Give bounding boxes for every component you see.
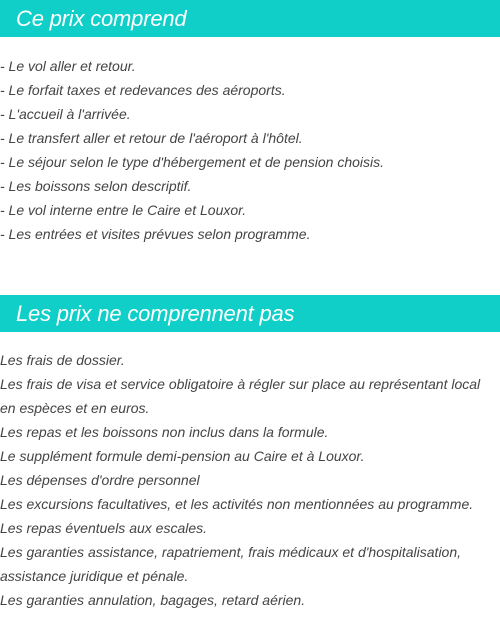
list-item: - Le vol interne entre le Caire et Louxor. [0, 202, 247, 218]
list-item: - Le forfait taxes et redevances des aéroports. [0, 82, 286, 98]
list-item: - Le séjour selon le type d'hébergement et de pension choisis. [0, 154, 385, 170]
list-item: - Le vol aller et retour. [0, 58, 136, 74]
list-item: - Les entrées et visites prévues selon programme. [0, 226, 311, 242]
list-item: Les repas et les boissons non inclus dans la formule. [0, 424, 329, 440]
included-list [0, 54, 500, 246]
list-item: - Les boissons selon descriptif. [0, 178, 192, 194]
list-item: Les dépenses d'ordre personnel [0, 472, 200, 488]
excluded-section-title: Les prix ne comprennent pas [0, 295, 500, 332]
list-item: Les garanties annulation, bagages, retard aérien. [0, 592, 306, 608]
list-item: Les excursions facultatives, et les activités non mentionnées au programme. [0, 496, 474, 512]
list-item: Les garanties assistance, rapatriement, frais médicaux et d'hospitalisation, assistance juridique et pénale. [0, 544, 462, 584]
list-item: Les frais de visa et service obligatoire à régler sur place au représentant local en espèces et en euros. [0, 376, 481, 416]
list-item: - Le transfert aller et retour de l'aéroport à l'hôtel. [0, 130, 303, 146]
excluded-list [0, 348, 500, 612]
list-item: Les repas éventuels aux escales. [0, 520, 208, 536]
list-item: Le supplément formule demi-pension au Caire et à Louxor. [0, 448, 365, 464]
included-section-title: Ce prix comprend [0, 0, 500, 37]
list-item: Les frais de dossier. [0, 352, 125, 368]
list-item: - L'accueil à l'arrivée. [0, 106, 131, 122]
